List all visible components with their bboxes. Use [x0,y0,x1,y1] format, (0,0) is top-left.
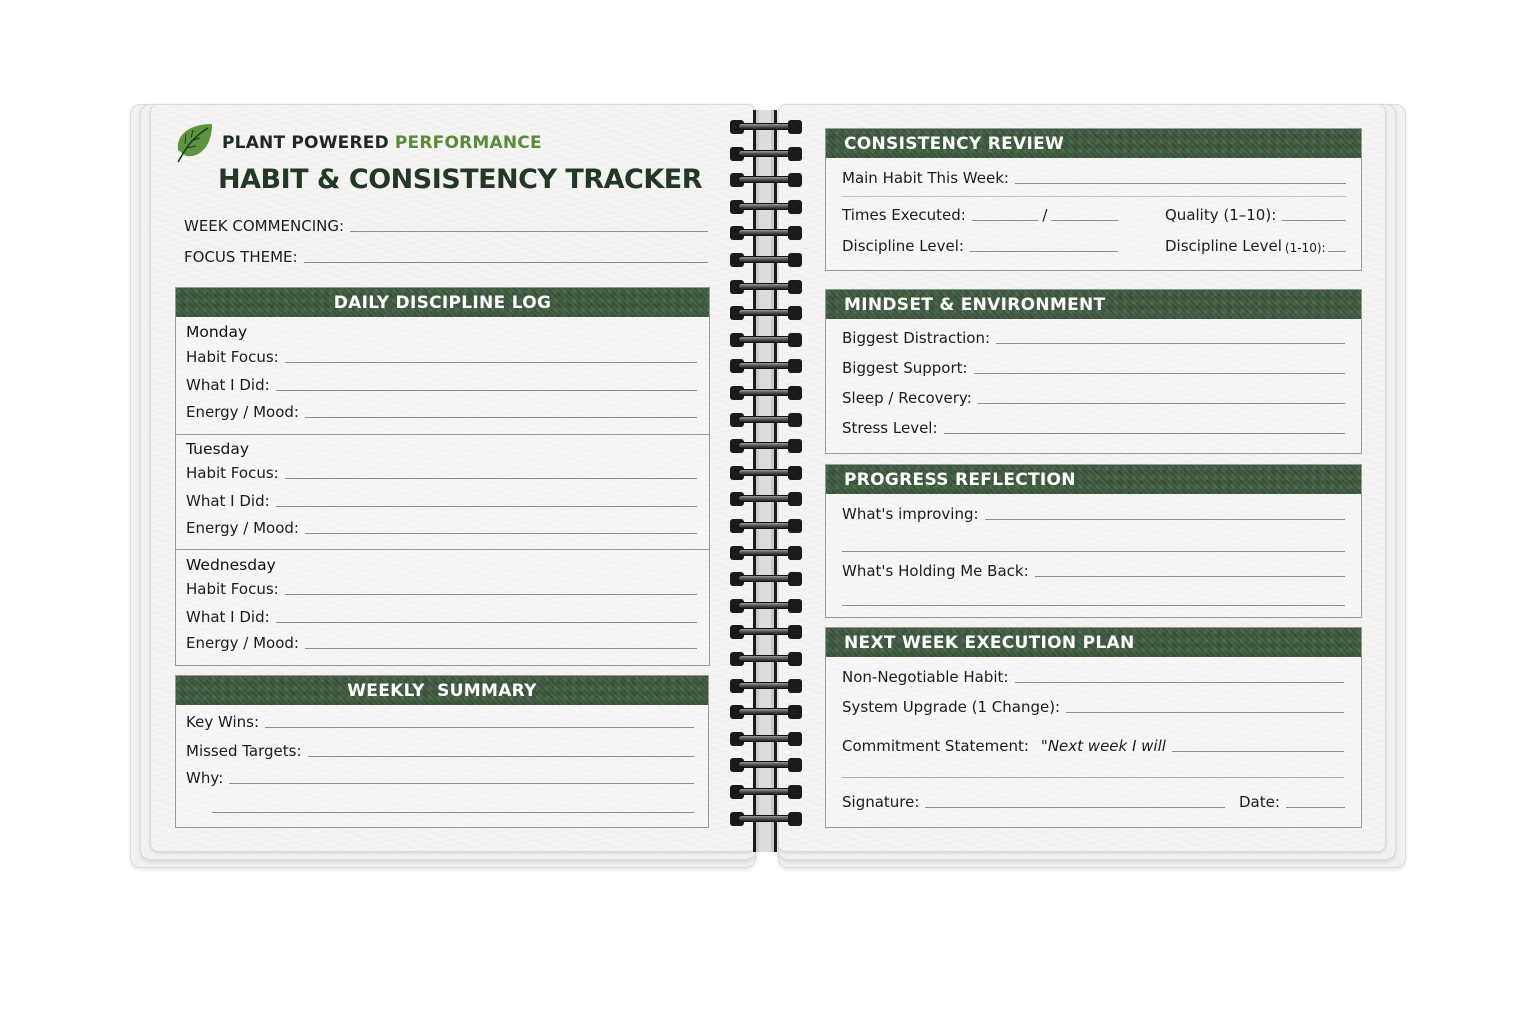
what-i-did-label: What I Did: [186,376,270,394]
weekly-summary-heading: WEEKLY SUMMARY [176,676,708,705]
why-extra-input-line[interactable] [212,812,694,813]
what-i-did-label: What I Did: [186,492,270,510]
what-i-did-input-line[interactable] [276,506,697,507]
progress-reflection [825,464,1362,618]
main-habit-input-line[interactable] [1015,183,1346,184]
what-i-did-label: What I Did: [186,608,270,626]
focus-theme-field[interactable] [184,248,708,266]
energy-mood-label: Energy / Mood: [186,403,299,421]
spiral-ring [730,492,802,506]
holding-back-field[interactable] [842,562,1345,580]
discipline-level-range: (1-10): [1284,241,1326,255]
energy-mood-label: Energy / Mood: [186,519,299,537]
spiral-ring [730,812,802,826]
key-wins-input-line[interactable] [265,727,694,728]
holding-back-label: What's Holding Me Back: [842,562,1029,580]
spiral-ring [730,413,802,427]
commitment-statement-field[interactable] [842,737,1344,755]
holding-back-input-line[interactable] [1035,576,1345,577]
tuesday-what-i-did-field[interactable] [186,492,697,510]
biggest-support-input-line[interactable] [974,373,1345,374]
habit-focus-label: Habit Focus: [186,464,279,482]
system-upgrade-field[interactable] [842,698,1344,716]
leaf-icon [170,120,216,166]
commitment-prompt: "Next week I will [1040,737,1166,755]
times-executed-done-input[interactable] [972,220,1039,221]
spiral-ring [730,758,802,772]
date-label: Date: [1239,793,1280,811]
consistency-review-heading: CONSISTENCY REVIEW [826,129,1361,158]
times-executed-field[interactable] [842,206,1118,224]
discipline-level-scale-field[interactable] [1165,237,1346,255]
sleep-recovery-input-line[interactable] [978,403,1345,404]
non-negotiable-label: Non-Negotiable Habit: [842,668,1009,686]
spiral-ring [730,466,802,480]
discipline-level-input-line[interactable] [970,251,1118,252]
why-label: Why: [186,769,224,787]
stress-level-field[interactable] [842,419,1345,437]
spiral-ring [730,652,802,666]
stress-level-input-line[interactable] [944,433,1345,434]
missed-targets-field[interactable] [186,742,694,760]
focus-theme-label: FOCUS THEME: [184,248,298,266]
biggest-distraction-label: Biggest Distraction: [842,329,991,347]
biggest-distraction-input-line[interactable] [996,343,1345,344]
habit-focus-label: Habit Focus: [186,348,279,366]
why-input-line[interactable] [229,783,694,784]
system-upgrade-label: System Upgrade (1 Change): [842,698,1061,716]
whats-improving-extra-line[interactable] [842,551,1345,552]
tuesday-energy-mood-field[interactable] [186,519,697,537]
whats-improving-field[interactable] [842,505,1345,523]
wednesday-what-i-did-field[interactable] [186,608,697,626]
spiral-ring [730,333,802,347]
progress-reflection-heading: PROGRESS REFLECTION [826,465,1361,494]
main-habit-label: Main Habit This Week: [842,169,1009,187]
key-wins-label: Key Wins: [186,713,260,731]
discipline-level-field[interactable] [842,237,1118,255]
times-executed-slash: / [1042,206,1048,224]
biggest-distraction-field[interactable] [842,329,1345,347]
sleep-recovery-label: Sleep / Recovery: [842,389,972,407]
day-label-monday: Monday [186,323,248,341]
spiral-ring [730,173,802,187]
energy-mood-input-line[interactable] [305,417,697,418]
spiral-ring [730,679,802,693]
habit-focus-input-line[interactable] [285,362,697,363]
commitment-input-line[interactable] [1172,751,1344,752]
daily-log-heading: DAILY DISCIPLINE LOG [176,288,709,317]
biggest-support-label: Biggest Support: [842,359,968,377]
energy-mood-input-line[interactable] [305,533,697,534]
spiral-ring [730,253,802,267]
habit-focus-input-line[interactable] [285,478,697,479]
what-i-did-input-line[interactable] [276,390,697,391]
signature-label: Signature: [842,793,920,811]
day-label-tuesday: Tuesday [186,440,250,458]
monday-what-i-did-field[interactable] [186,376,697,394]
spiral-ring [730,226,802,240]
spiral-ring [730,147,802,161]
focus-theme-input-line[interactable] [304,262,708,263]
system-upgrade-input-line[interactable] [1066,712,1344,713]
whats-improving-label: What's improving: [842,505,979,523]
biggest-support-field[interactable] [842,359,1345,377]
spiral-ring [730,280,802,294]
times-executed-total-input[interactable] [1051,220,1118,221]
page-title: HABIT & CONSISTENCY TRACKER [218,164,702,195]
wednesday-habit-focus-field[interactable] [186,580,697,598]
spiral-ring [730,200,802,214]
times-executed-label: Times Executed: [842,206,966,224]
energy-mood-input-line[interactable] [305,648,697,649]
spiral-ring [730,546,802,560]
spiral-ring [730,732,802,746]
spiral-ring [730,439,802,453]
spiral-ring [730,705,802,719]
week-commencing-input-line[interactable] [350,231,708,232]
quality-label: Quality (1–10): [1165,206,1277,224]
non-negotiable-field[interactable] [842,668,1344,686]
commitment-label: Commitment Statement: [842,737,1029,755]
monday-habit-focus-field[interactable] [186,348,697,366]
spiral-ring [730,359,802,373]
date-field[interactable] [1239,793,1345,811]
sleep-recovery-field[interactable] [842,389,1345,407]
spiral-ring [730,785,802,799]
brand-name-primary: PLANT POWERED [222,133,389,153]
discipline-level-label: Discipline Level: [842,237,964,255]
mindset-environment-heading: MINDSET & ENVIRONMENT [826,290,1361,319]
spiral-ring [730,625,802,639]
week-commencing-label: WEEK COMMENCING: [184,217,345,235]
brand-header [170,120,542,166]
habit-focus-input-line[interactable] [285,594,697,595]
day-divider [176,549,709,550]
signature-input-line[interactable] [925,807,1225,808]
why-field[interactable] [186,769,694,787]
spiral-ring [730,519,802,533]
discipline-level-scale-label: Discipline Level [1165,237,1282,255]
tuesday-habit-focus-field[interactable] [186,464,697,482]
habit-focus-label: Habit Focus: [186,580,279,598]
main-habit-divider-line [842,196,1346,197]
main-habit-field[interactable] [842,169,1346,187]
day-divider [176,434,709,435]
missed-targets-input-line[interactable] [308,756,694,757]
signature-field[interactable] [842,793,1225,811]
spiral-ring [730,599,802,613]
date-input-line[interactable] [1286,807,1345,808]
spiral-ring [730,386,802,400]
discipline-level-scale-input[interactable] [1328,251,1346,252]
what-i-did-input-line[interactable] [276,622,697,623]
next-week-plan-heading: NEXT WEEK EXECUTION PLAN [826,628,1361,657]
brand-name-accent: PERFORMANCE [394,133,542,153]
commitment-extra-line[interactable] [842,777,1344,778]
day-label-wednesday: Wednesday [186,556,276,574]
key-wins-field[interactable] [186,713,694,731]
stress-level-label: Stress Level: [842,419,938,437]
monday-energy-mood-field[interactable] [186,403,697,421]
missed-targets-label: Missed Targets: [186,742,302,760]
holding-back-extra-line[interactable] [842,605,1345,606]
spiral-ring [730,572,802,586]
non-negotiable-input-line[interactable] [1015,682,1345,683]
whats-improving-input-line[interactable] [985,519,1345,520]
week-commencing-field[interactable] [184,217,708,235]
spiral-ring [730,120,802,134]
spiral-ring [730,306,802,320]
energy-mood-label: Energy / Mood: [186,634,299,652]
quality-input-line[interactable] [1282,220,1346,221]
quality-field[interactable] [1165,206,1346,224]
wednesday-energy-mood-field[interactable] [186,634,697,652]
